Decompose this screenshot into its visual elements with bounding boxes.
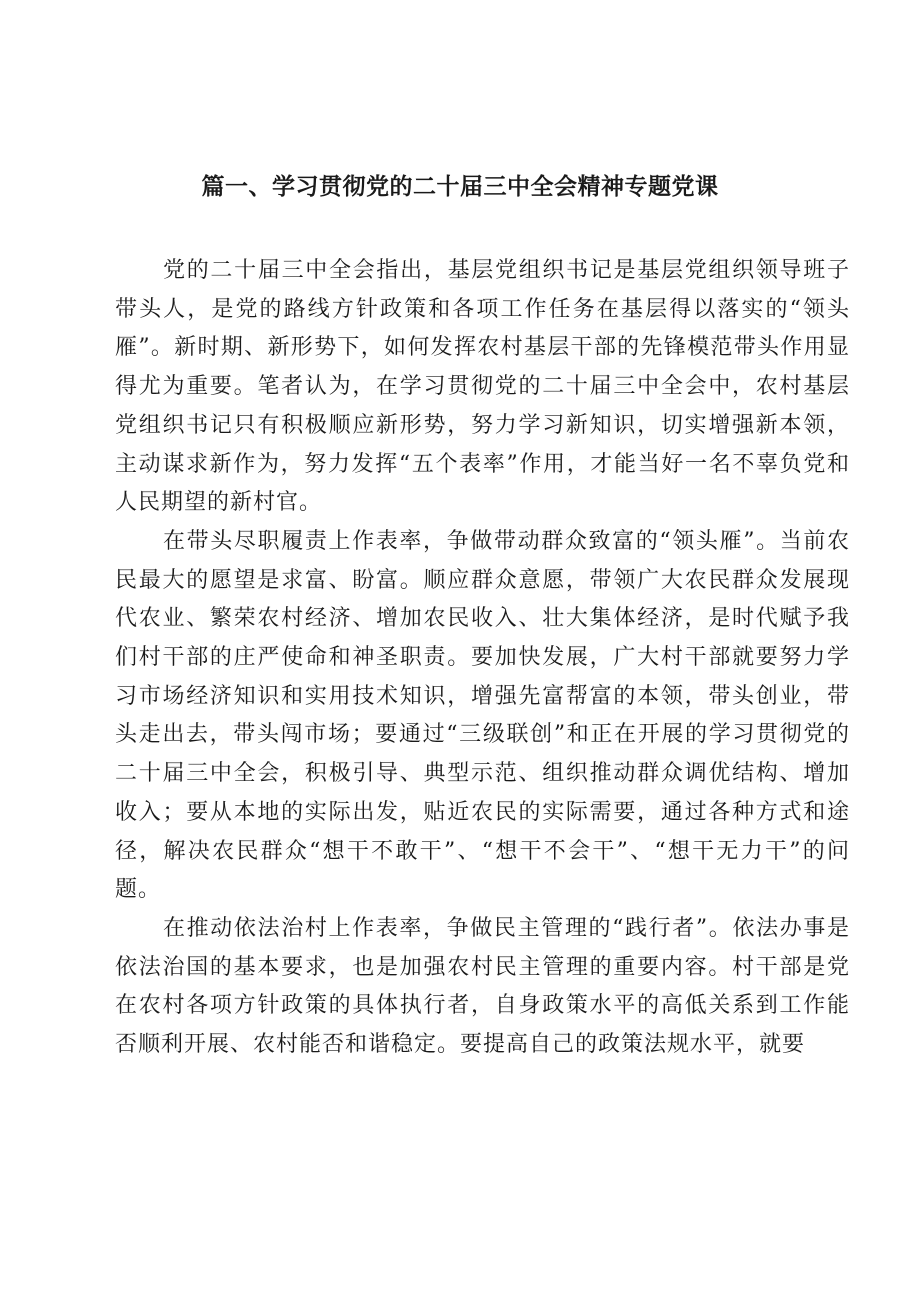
paragraph-1: 党的二十届三中全会指出，基层党组织书记是基层党组织领导班子带头人，是党的路线方针政策和各项工作任务在基层得以落实的“领头雁”。新时期、新形势下，如何发挥农村基层干部的先锋模范带头作用显得尤为重要。笔者认为，在学习贯彻党的二十届三中全会中，农村基层党组织书记只有积极顺应新形势，努力学习新知识，切实增强新本领，主动谋求新作为，努力发挥“五个表率”作用，才能当好一名不辜负党和人民期望的新村官。 [115,258,850,516]
paragraph-3: 在推动依法治村上作表率，争做民主管理的“践行者”。依法办事是依法治国的基本要求，也是加强农村民主管理的重要内容。村干部是党在农村各项方针政策的具体执行者，自身政策水平的高低关系到工作能否顺利开展、农村能否和谐稳定。要提高自己的政策法规水平，就要 [115,915,850,1058]
paragraph-2: 在带头尽职履责上作表率，争做带动群众致富的“领头雁”。当前农民最大的愿望是求富、盼富。顺应群众意愿，带领广大农民群众发展现代农业、繁荣农村经济、增加农民收入、壮大集体经济，是时代赋予我们村干部的庄严使命和神圣职责。要加快发展，广大村干部就要努力学习市场经济知识和实用技术知识，增强先富帮富的本领，带头创业，带头走出去，带头闯市场；要通过“三级联创”和正在开展的学习贯彻党的二十届三中全会，积极引导、典型示范、组织推动群众调优结构、增加收入；要从本地的实际出发，贴近农民的实际需要，通过各种方式和途径，解决农民群众“想干不敢干”、“想干不会干”、“想干无力干”的问题。 [115,528,850,903]
document-body [115,252,850,1065]
document-title: 篇一、学习贯彻党的二十届三中全会精神专题党课 [201,174,719,200]
